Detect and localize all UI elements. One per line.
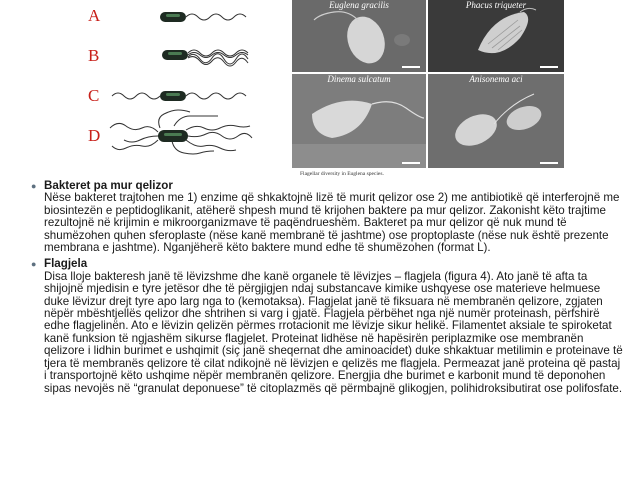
scale-bar — [402, 162, 420, 164]
micrograph-panel — [428, 74, 564, 168]
label-d: D — [88, 126, 101, 145]
panel-label: Phacus triqueter — [465, 0, 527, 10]
flagella-arrangement-diagram — [82, 6, 282, 156]
figure-caption: Flagellar diversity in Euglena species. — [300, 171, 384, 177]
bullet-item — [31, 257, 624, 395]
peritrichous-bacterium — [110, 110, 252, 154]
euglena-image — [292, 0, 426, 72]
bullet-icon: ● — [31, 181, 37, 191]
monotrichous-bacterium — [160, 12, 246, 22]
bullet-icon: ● — [31, 259, 37, 270]
euglena-micrographs — [292, 0, 564, 168]
bullet-heading: Flagjela — [44, 257, 88, 271]
scale-bar — [402, 66, 420, 68]
panel-label: Euglena gracilis — [329, 0, 389, 10]
micrograph-panel — [428, 0, 564, 72]
scale-bar — [540, 162, 558, 164]
panel-label: Anisonema aci — [469, 74, 523, 84]
label-c: C — [88, 86, 100, 105]
bullet-text: Disa lloje bakteresh janë të lëvizshme dhe kanë organele të lëvizjes – flagjela (figura 4). Ato janë të afta ta shijojnë mjedisin e tyre jetësor dhe të përgjigjen ndaj substancave kimike ushqyese ose materieve helmuese duke lëvizur drejt tyre apo larg nga to (kemotaksa). Flagjelat janë të fiksuara në membranën qelizore, zgjaten nëpër mbështjellës qelizor dhe shtrihen si varg i gjatë. Flagjela përbëhet nga një numër proteinash, përfshirë edhe flagjelinën. Ato e lëvizin qelizën përmes rrotacionit me lëvizje sikur helikë. Filamentet aksiale te spiroketat kanë funksion të ngjashëm sikurse flagjelet. Proteinat lidhëse në hapësirën periplazmike ose membranën qelizore i lidhin burimet e ushqimit (siç janë sheqernat dhe aminoacidet) duke shkaktuar metilimin e proteinave të tjera të membranës qelizore të cilat ndikojnë në lëvizjen e qelizës me flagjela. Permeazat janë proteina që pastaj i transportojnë këto ushqime nëpër membranën qelizore. Energjia dhe burimet e karbonit mund të deponohen sipas nevojës në “granulat deponuese” të citoplazmës që përmbajnë glikogjen, polihidroksibutirat ose polifosfate. — [44, 269, 623, 395]
label-b: B — [88, 46, 100, 65]
micrograph-panel — [292, 74, 426, 168]
amphitrichous-bacterium — [112, 91, 246, 101]
lophotrichous-bacterium — [162, 50, 248, 66]
bullet-list — [31, 179, 624, 399]
dinema-image — [292, 74, 426, 168]
micrograph-panel — [292, 0, 426, 72]
phacus-image — [428, 0, 564, 72]
bullet-heading: Bakteret pa mur qelizor — [44, 179, 173, 192]
bullet-item — [31, 179, 624, 255]
label-a: A — [88, 6, 101, 25]
panel-label: Dinema sulcatum — [327, 74, 391, 84]
bacteria-drawings — [82, 6, 282, 156]
anisonema-image — [428, 74, 564, 168]
bullet-text: Nëse bakteret trajtohen me 1) enzime që shkaktojnë lizë të murit qelizor ose 2) me antibiotikë që interferojnë me biosintezën e peptidoglikanit, atëherë shpesh mund të krijohen baktere pa mur qelizor. Zakonisht këto trajtime rezultojnë në krijimin e mikroorganizmave të paqëndrueshëm. Bakteret pa mur qelizor që nuk mund të shumëzohen quhen sferoplaste (nëse kanë membranë të jashtme) ose proptoplaste (nëse nuk është prezente membrana e jashtme). Nganjëherë këto baktere mund edhe të shumëzohen (format L). — [44, 191, 620, 255]
scale-bar — [540, 66, 558, 68]
